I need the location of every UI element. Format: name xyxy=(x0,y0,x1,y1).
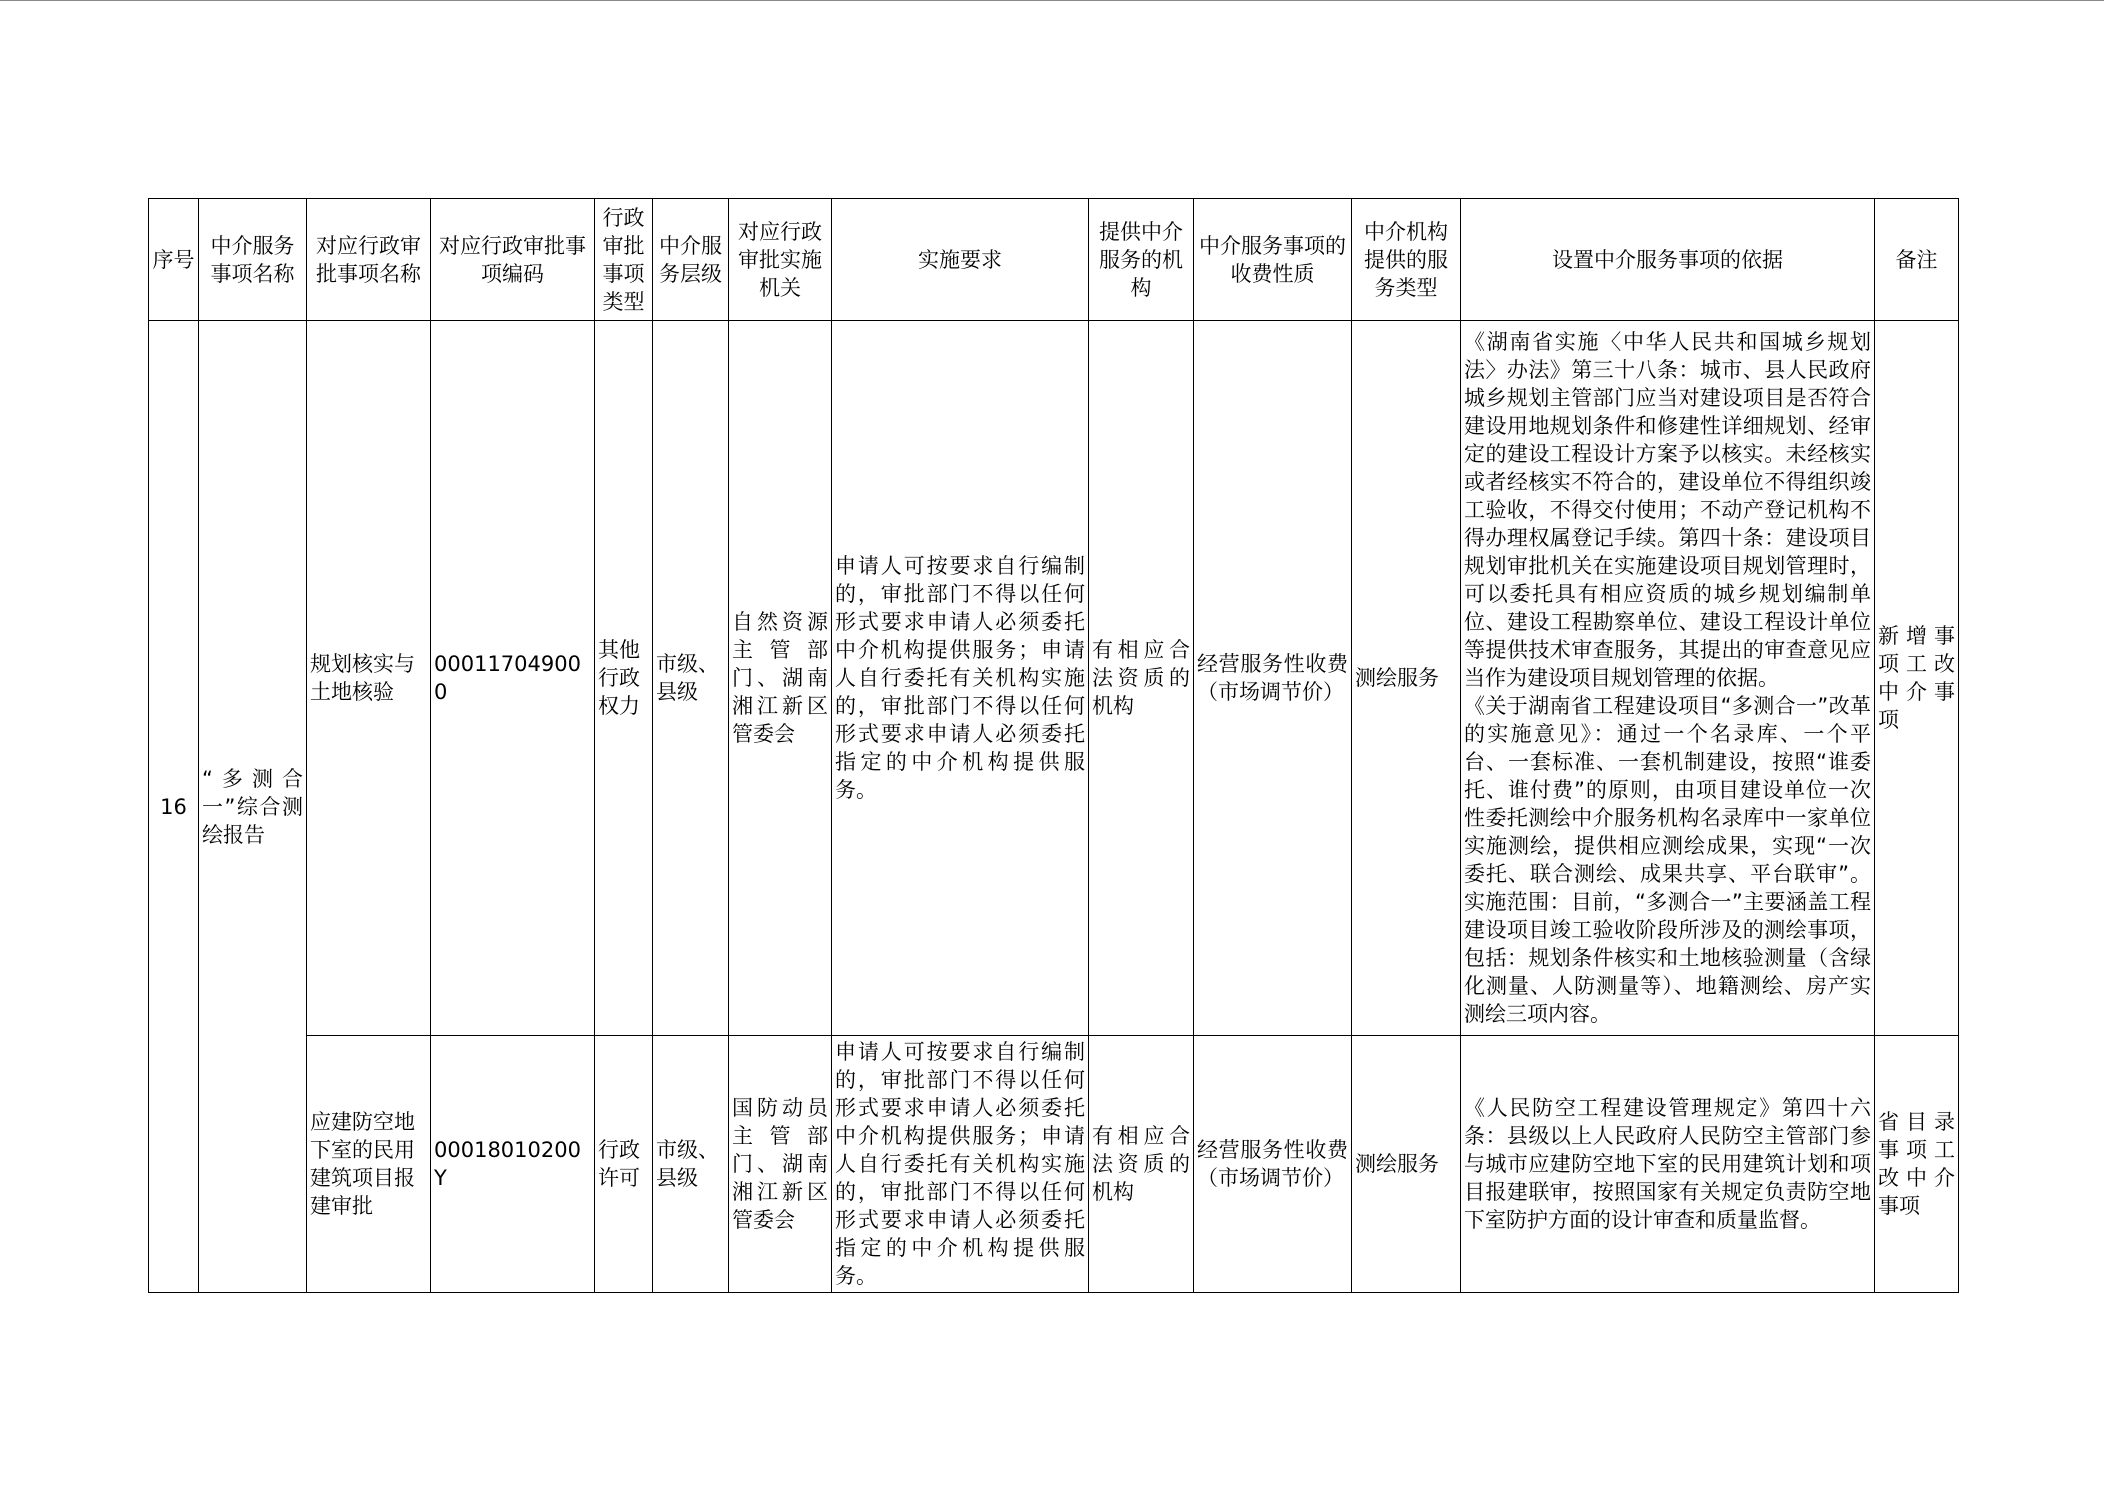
basis-cell: 《人民防空工程建设管理规定》第四十六条：县级以上人民政府人民防空主管部门参与城市应建防空地下室的民用建筑计划和项目报建联审，按照国家有关规定负责防空地下室防护方面的设计审查和质量监督。 xyxy=(1461,1036,1875,1293)
approval-code-cell: 000117049000 xyxy=(431,321,595,1036)
header-service-type: 中介机构提供的服务类型 xyxy=(1352,199,1461,321)
header-basis: 设置中介服务事项的依据 xyxy=(1461,199,1875,321)
page-top-rule xyxy=(0,0,2104,1)
approval-name-cell: 应建防空地下室的民用建筑项目报建审批 xyxy=(307,1036,431,1293)
header-seq: 序号 xyxy=(149,199,199,321)
header-approval-code: 对应行政审批事项编码 xyxy=(431,199,595,321)
header-service-level: 中介服务层级 xyxy=(653,199,729,321)
service-name-cell: “多测合一”综合测绘报告 xyxy=(199,321,307,1293)
approval-type-cell: 行政许可 xyxy=(595,1036,653,1293)
header-requirement: 实施要求 xyxy=(832,199,1089,321)
header-remark: 备注 xyxy=(1875,199,1959,321)
service-level-cell: 市级、县级 xyxy=(653,321,729,1036)
seq-cell: 16 xyxy=(149,321,199,1293)
authority-cell: 国防动员主管部门、湖南湘江新区管委会 xyxy=(729,1036,832,1293)
header-service-name: 中介服务事项名称 xyxy=(199,199,307,321)
table-row xyxy=(149,1036,1959,1293)
approval-code-cell: 00018010200Y xyxy=(431,1036,595,1293)
provider-cell: 有相应合法资质的机构 xyxy=(1089,321,1194,1036)
service-type-cell: 测绘服务 xyxy=(1352,1036,1461,1293)
service-level-cell: 市级、县级 xyxy=(653,1036,729,1293)
table-row xyxy=(149,321,1959,1036)
basis-cell: 《湖南省实施〈中华人民共和国城乡规划法〉办法》第三十八条：城市、县人民政府城乡规划主管部门应当对建设项目是否符合建设用地规划条件和修建性详细规划、经审定的建设工程设计方案予以核实。未经核实或者经核实不符合的，建设单位不得组织竣工验收，不得交付使用；不动产登记机构不得办理权属登记手续。第四十条：建设项目规划审批机关在实施建设项目规划管理时，可以委托具有相应资质的城乡规划编制单位、建设工程勘察单位、建设工程设计单位等提供技术审查服务，其提出的审查意见应当作为建设项目规划管理的依据。 《关于湖南省工程建设项目“多测合一”改革的实施意见》：通过一个名录库、一个平台、一套标准、一套机制建设，按照“谁委托、谁付费”的原则，由项目建设单位一次性委托测绘中介服务机构名录库中一家单位实施测绘，提供相应测绘成果，实现“一次委托、联合测绘、成果共享、平台联审”。实施范围：目前，“多测合一”主要涵盖工程建设项目竣工验收阶段所涉及的测绘事项，包括：规划条件核实和土地核验测量（含绿化测量、人防测量等）、地籍测绘、房产实测绘三项内容。 xyxy=(1461,321,1875,1036)
remark-cell: 省目录事项工改中介事项 xyxy=(1875,1036,1959,1293)
requirement-cell: 申请人可按要求自行编制的，审批部门不得以任何形式要求申请人必须委托中介机构提供服务；申请人自行委托有关机构实施的，审批部门不得以任何形式要求申请人必须委托指定的中介机构提供服务。 xyxy=(832,321,1089,1036)
header-row xyxy=(149,199,1959,321)
authority-cell: 自然资源主管部门、湖南湘江新区管委会 xyxy=(729,321,832,1036)
fee-nature-cell: 经营服务性收费（市场调节价） xyxy=(1194,1036,1352,1293)
intermediary-services-table xyxy=(148,198,1959,1293)
header-authority: 对应行政审批实施机关 xyxy=(729,199,832,321)
provider-cell: 有相应合法资质的机构 xyxy=(1089,1036,1194,1293)
service-type-cell: 测绘服务 xyxy=(1352,321,1461,1036)
remark-cell: 新增事项工改中介事项 xyxy=(1875,321,1959,1036)
approval-name-cell: 规划核实与土地核验 xyxy=(307,321,431,1036)
fee-nature-cell: 经营服务性收费（市场调节价） xyxy=(1194,321,1352,1036)
approval-type-cell: 其他行政权力 xyxy=(595,321,653,1036)
requirement-cell: 申请人可按要求自行编制的，审批部门不得以任何形式要求申请人必须委托中介机构提供服务；申请人自行委托有关机构实施的，审批部门不得以任何形式要求申请人必须委托指定的中介机构提供服务。 xyxy=(832,1036,1089,1293)
header-provider: 提供中介服务的机构 xyxy=(1089,199,1194,321)
header-approval-type: 行政审批事项类型 xyxy=(595,199,653,321)
header-fee-nature: 中介服务事项的收费性质 xyxy=(1194,199,1352,321)
header-approval-name: 对应行政审批事项名称 xyxy=(307,199,431,321)
